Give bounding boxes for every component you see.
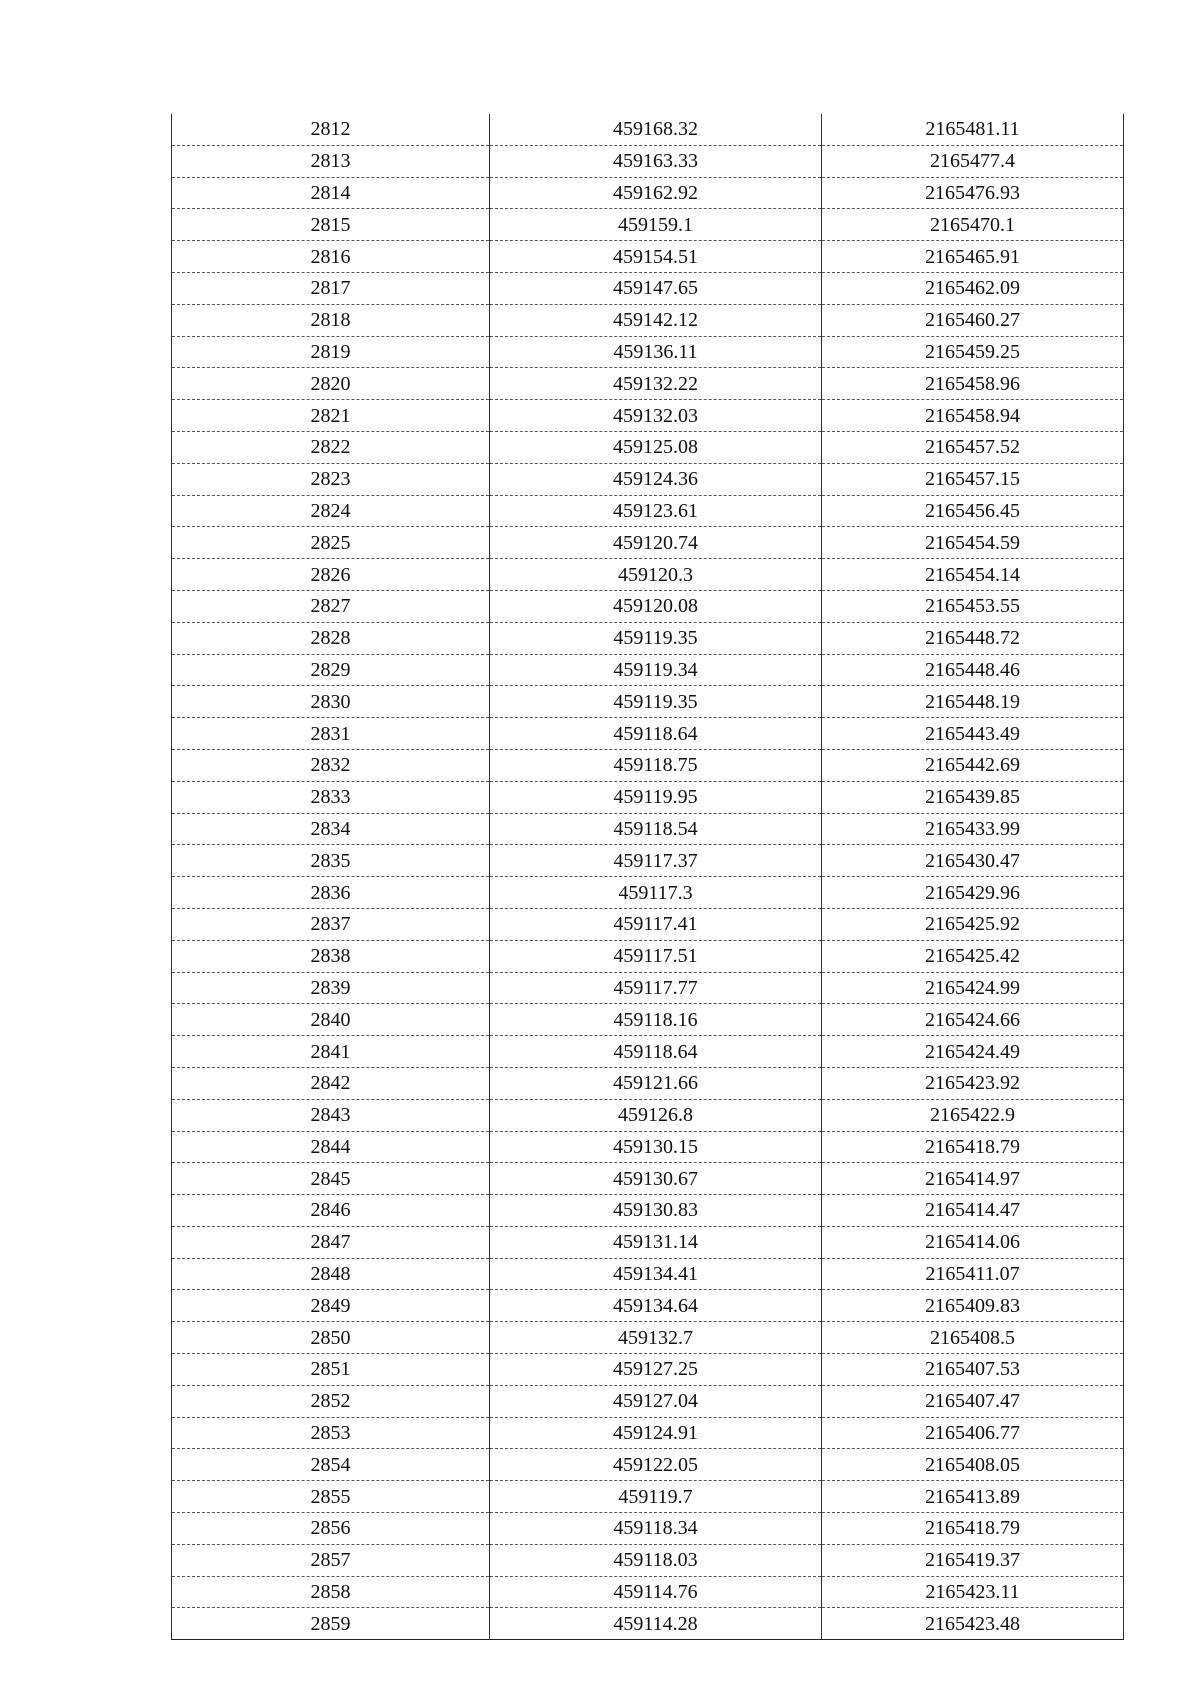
y-coordinate-cell: 2165418.79 bbox=[822, 1513, 1124, 1545]
y-coordinate-cell: 2165456.45 bbox=[822, 495, 1124, 527]
x-coordinate-cell: 459159.1 bbox=[490, 209, 822, 241]
table-row bbox=[172, 114, 1124, 145]
y-coordinate-cell: 2165414.06 bbox=[822, 1226, 1124, 1258]
table-row bbox=[172, 177, 1124, 209]
point-number-cell: 2818 bbox=[172, 304, 490, 336]
x-coordinate-cell: 459114.28 bbox=[490, 1608, 822, 1640]
point-number-cell: 2838 bbox=[172, 940, 490, 972]
x-coordinate-cell: 459124.36 bbox=[490, 463, 822, 495]
y-coordinate-cell: 2165458.94 bbox=[822, 400, 1124, 432]
x-coordinate-cell: 459120.08 bbox=[490, 590, 822, 622]
x-coordinate-cell: 459142.12 bbox=[490, 304, 822, 336]
point-number-cell: 2815 bbox=[172, 209, 490, 241]
table-row bbox=[172, 908, 1124, 940]
x-coordinate-cell: 459132.22 bbox=[490, 368, 822, 400]
x-coordinate-cell: 459119.7 bbox=[490, 1481, 822, 1513]
y-coordinate-cell: 2165424.99 bbox=[822, 972, 1124, 1004]
x-coordinate-cell: 459125.08 bbox=[490, 431, 822, 463]
x-coordinate-cell: 459117.51 bbox=[490, 940, 822, 972]
table-row bbox=[172, 145, 1124, 177]
x-coordinate-cell: 459130.83 bbox=[490, 1195, 822, 1227]
point-number-cell: 2837 bbox=[172, 908, 490, 940]
point-number-cell: 2857 bbox=[172, 1544, 490, 1576]
y-coordinate-cell: 2165424.66 bbox=[822, 1004, 1124, 1036]
y-coordinate-cell: 2165462.09 bbox=[822, 272, 1124, 304]
y-coordinate-cell: 2165430.47 bbox=[822, 845, 1124, 877]
y-coordinate-cell: 2165465.91 bbox=[822, 241, 1124, 273]
y-coordinate-cell: 2165419.37 bbox=[822, 1544, 1124, 1576]
y-coordinate-cell: 2165414.97 bbox=[822, 1163, 1124, 1195]
point-number-cell: 2843 bbox=[172, 1099, 490, 1131]
point-number-cell: 2854 bbox=[172, 1449, 490, 1481]
table-row bbox=[172, 304, 1124, 336]
y-coordinate-cell: 2165457.52 bbox=[822, 431, 1124, 463]
y-coordinate-cell: 2165433.99 bbox=[822, 813, 1124, 845]
table-row bbox=[172, 940, 1124, 972]
x-coordinate-cell: 459124.91 bbox=[490, 1417, 822, 1449]
point-number-cell: 2842 bbox=[172, 1067, 490, 1099]
point-number-cell: 2856 bbox=[172, 1513, 490, 1545]
table-row bbox=[172, 527, 1124, 559]
point-number-cell: 2844 bbox=[172, 1131, 490, 1163]
y-coordinate-cell: 2165411.07 bbox=[822, 1258, 1124, 1290]
y-coordinate-cell: 2165407.47 bbox=[822, 1385, 1124, 1417]
x-coordinate-cell: 459117.3 bbox=[490, 877, 822, 909]
table-row bbox=[172, 1067, 1124, 1099]
x-coordinate-cell: 459118.64 bbox=[490, 718, 822, 750]
table-row bbox=[172, 1481, 1124, 1513]
x-coordinate-cell: 459132.7 bbox=[490, 1322, 822, 1354]
x-coordinate-cell: 459121.66 bbox=[490, 1067, 822, 1099]
table-row bbox=[172, 1576, 1124, 1608]
y-coordinate-cell: 2165477.4 bbox=[822, 145, 1124, 177]
table-row bbox=[172, 845, 1124, 877]
point-number-cell: 2820 bbox=[172, 368, 490, 400]
x-coordinate-cell: 459120.3 bbox=[490, 559, 822, 591]
x-coordinate-cell: 459118.75 bbox=[490, 749, 822, 781]
point-number-cell: 2831 bbox=[172, 718, 490, 750]
point-number-cell: 2817 bbox=[172, 272, 490, 304]
x-coordinate-cell: 459162.92 bbox=[490, 177, 822, 209]
y-coordinate-cell: 2165458.96 bbox=[822, 368, 1124, 400]
y-coordinate-cell: 2165481.11 bbox=[822, 114, 1124, 145]
y-coordinate-cell: 2165442.69 bbox=[822, 749, 1124, 781]
point-number-cell: 2816 bbox=[172, 241, 490, 273]
table-row bbox=[172, 877, 1124, 909]
table-row bbox=[172, 622, 1124, 654]
x-coordinate-cell: 459119.35 bbox=[490, 622, 822, 654]
point-number-cell: 2847 bbox=[172, 1226, 490, 1258]
point-number-cell: 2841 bbox=[172, 1036, 490, 1068]
point-number-cell: 2846 bbox=[172, 1195, 490, 1227]
y-coordinate-cell: 2165423.92 bbox=[822, 1067, 1124, 1099]
x-coordinate-cell: 459117.41 bbox=[490, 908, 822, 940]
y-coordinate-cell: 2165425.92 bbox=[822, 908, 1124, 940]
point-number-cell: 2827 bbox=[172, 590, 490, 622]
point-number-cell: 2819 bbox=[172, 336, 490, 368]
table-row bbox=[172, 654, 1124, 686]
point-number-cell: 2848 bbox=[172, 1258, 490, 1290]
x-coordinate-cell: 459118.03 bbox=[490, 1544, 822, 1576]
y-coordinate-cell: 2165457.15 bbox=[822, 463, 1124, 495]
x-coordinate-cell: 459168.32 bbox=[490, 114, 822, 145]
x-coordinate-cell: 459132.03 bbox=[490, 400, 822, 432]
table-row bbox=[172, 1195, 1124, 1227]
table-row bbox=[172, 1004, 1124, 1036]
point-number-cell: 2830 bbox=[172, 686, 490, 718]
x-coordinate-cell: 459163.33 bbox=[490, 145, 822, 177]
point-number-cell: 2852 bbox=[172, 1385, 490, 1417]
table-row bbox=[172, 1385, 1124, 1417]
point-number-cell: 2821 bbox=[172, 400, 490, 432]
table-row bbox=[172, 1131, 1124, 1163]
table-row bbox=[172, 781, 1124, 813]
table-row bbox=[172, 272, 1124, 304]
y-coordinate-cell: 2165439.85 bbox=[822, 781, 1124, 813]
table-row bbox=[172, 972, 1124, 1004]
table-row bbox=[172, 241, 1124, 273]
y-coordinate-cell: 2165454.59 bbox=[822, 527, 1124, 559]
y-coordinate-cell: 2165453.55 bbox=[822, 590, 1124, 622]
x-coordinate-cell: 459117.77 bbox=[490, 972, 822, 1004]
point-number-cell: 2853 bbox=[172, 1417, 490, 1449]
table-row bbox=[172, 590, 1124, 622]
y-coordinate-cell: 2165425.42 bbox=[822, 940, 1124, 972]
table-row bbox=[172, 749, 1124, 781]
point-number-cell: 2835 bbox=[172, 845, 490, 877]
y-coordinate-cell: 2165460.27 bbox=[822, 304, 1124, 336]
table-row bbox=[172, 559, 1124, 591]
point-number-cell: 2825 bbox=[172, 527, 490, 559]
point-number-cell: 2832 bbox=[172, 749, 490, 781]
y-coordinate-cell: 2165448.72 bbox=[822, 622, 1124, 654]
point-number-cell: 2836 bbox=[172, 877, 490, 909]
table-row bbox=[172, 1417, 1124, 1449]
y-coordinate-cell: 2165408.05 bbox=[822, 1449, 1124, 1481]
table-row bbox=[172, 718, 1124, 750]
y-coordinate-cell: 2165429.96 bbox=[822, 877, 1124, 909]
point-number-cell: 2849 bbox=[172, 1290, 490, 1322]
y-coordinate-cell: 2165407.53 bbox=[822, 1354, 1124, 1386]
table-row bbox=[172, 1608, 1124, 1640]
point-number-cell: 2814 bbox=[172, 177, 490, 209]
point-number-cell: 2850 bbox=[172, 1322, 490, 1354]
point-number-cell: 2826 bbox=[172, 559, 490, 591]
table-row bbox=[172, 1226, 1124, 1258]
point-number-cell: 2823 bbox=[172, 463, 490, 495]
point-number-cell: 2813 bbox=[172, 145, 490, 177]
point-number-cell: 2840 bbox=[172, 1004, 490, 1036]
point-number-cell: 2855 bbox=[172, 1481, 490, 1513]
table-row bbox=[172, 1036, 1124, 1068]
table-row bbox=[172, 495, 1124, 527]
y-coordinate-cell: 2165454.14 bbox=[822, 559, 1124, 591]
x-coordinate-cell: 459134.64 bbox=[490, 1290, 822, 1322]
x-coordinate-cell: 459134.41 bbox=[490, 1258, 822, 1290]
point-number-cell: 2833 bbox=[172, 781, 490, 813]
point-number-cell: 2851 bbox=[172, 1354, 490, 1386]
x-coordinate-cell: 459127.04 bbox=[490, 1385, 822, 1417]
table-row bbox=[172, 1322, 1124, 1354]
y-coordinate-cell: 2165459.25 bbox=[822, 336, 1124, 368]
point-number-cell: 2812 bbox=[172, 114, 490, 145]
x-coordinate-cell: 459131.14 bbox=[490, 1226, 822, 1258]
x-coordinate-cell: 459118.34 bbox=[490, 1513, 822, 1545]
x-coordinate-cell: 459154.51 bbox=[490, 241, 822, 273]
x-coordinate-cell: 459136.11 bbox=[490, 336, 822, 368]
y-coordinate-cell: 2165424.49 bbox=[822, 1036, 1124, 1068]
x-coordinate-cell: 459123.61 bbox=[490, 495, 822, 527]
point-number-cell: 2858 bbox=[172, 1576, 490, 1608]
y-coordinate-cell: 2165413.89 bbox=[822, 1481, 1124, 1513]
y-coordinate-cell: 2165418.79 bbox=[822, 1131, 1124, 1163]
x-coordinate-cell: 459119.95 bbox=[490, 781, 822, 813]
y-coordinate-cell: 2165422.9 bbox=[822, 1099, 1124, 1131]
table-row bbox=[172, 1544, 1124, 1576]
y-coordinate-cell: 2165406.77 bbox=[822, 1417, 1124, 1449]
point-number-cell: 2839 bbox=[172, 972, 490, 1004]
y-coordinate-cell: 2165423.48 bbox=[822, 1608, 1124, 1640]
table-row bbox=[172, 463, 1124, 495]
table-row bbox=[172, 336, 1124, 368]
table-row bbox=[172, 400, 1124, 432]
point-number-cell: 2822 bbox=[172, 431, 490, 463]
x-coordinate-cell: 459130.67 bbox=[490, 1163, 822, 1195]
point-number-cell: 2828 bbox=[172, 622, 490, 654]
x-coordinate-cell: 459122.05 bbox=[490, 1449, 822, 1481]
y-coordinate-cell: 2165409.83 bbox=[822, 1290, 1124, 1322]
x-coordinate-cell: 459120.74 bbox=[490, 527, 822, 559]
x-coordinate-cell: 459119.34 bbox=[490, 654, 822, 686]
table-row bbox=[172, 686, 1124, 718]
x-coordinate-cell: 459117.37 bbox=[490, 845, 822, 877]
table-row bbox=[172, 1354, 1124, 1386]
point-number-cell: 2859 bbox=[172, 1608, 490, 1640]
table-row bbox=[172, 1163, 1124, 1195]
y-coordinate-cell: 2165448.46 bbox=[822, 654, 1124, 686]
y-coordinate-cell: 2165408.5 bbox=[822, 1322, 1124, 1354]
x-coordinate-cell: 459147.65 bbox=[490, 272, 822, 304]
table-row bbox=[172, 813, 1124, 845]
table-row bbox=[172, 1290, 1124, 1322]
y-coordinate-cell: 2165423.11 bbox=[822, 1576, 1124, 1608]
x-coordinate-cell: 459118.54 bbox=[490, 813, 822, 845]
y-coordinate-cell: 2165470.1 bbox=[822, 209, 1124, 241]
x-coordinate-cell: 459130.15 bbox=[490, 1131, 822, 1163]
x-coordinate-cell: 459118.16 bbox=[490, 1004, 822, 1036]
table-row bbox=[172, 368, 1124, 400]
x-coordinate-cell: 459127.25 bbox=[490, 1354, 822, 1386]
point-number-cell: 2845 bbox=[172, 1163, 490, 1195]
table-row bbox=[172, 431, 1124, 463]
y-coordinate-cell: 2165414.47 bbox=[822, 1195, 1124, 1227]
table-row bbox=[172, 1449, 1124, 1481]
point-number-cell: 2829 bbox=[172, 654, 490, 686]
table-row bbox=[172, 1099, 1124, 1131]
x-coordinate-cell: 459126.8 bbox=[490, 1099, 822, 1131]
table-row bbox=[172, 209, 1124, 241]
y-coordinate-cell: 2165448.19 bbox=[822, 686, 1124, 718]
coordinate-table bbox=[171, 114, 1124, 1640]
table-row bbox=[172, 1258, 1124, 1290]
point-number-cell: 2834 bbox=[172, 813, 490, 845]
coordinate-table-body bbox=[172, 114, 1124, 1640]
x-coordinate-cell: 459119.35 bbox=[490, 686, 822, 718]
x-coordinate-cell: 459118.64 bbox=[490, 1036, 822, 1068]
x-coordinate-cell: 459114.76 bbox=[490, 1576, 822, 1608]
point-number-cell: 2824 bbox=[172, 495, 490, 527]
table-row bbox=[172, 1513, 1124, 1545]
y-coordinate-cell: 2165476.93 bbox=[822, 177, 1124, 209]
y-coordinate-cell: 2165443.49 bbox=[822, 718, 1124, 750]
